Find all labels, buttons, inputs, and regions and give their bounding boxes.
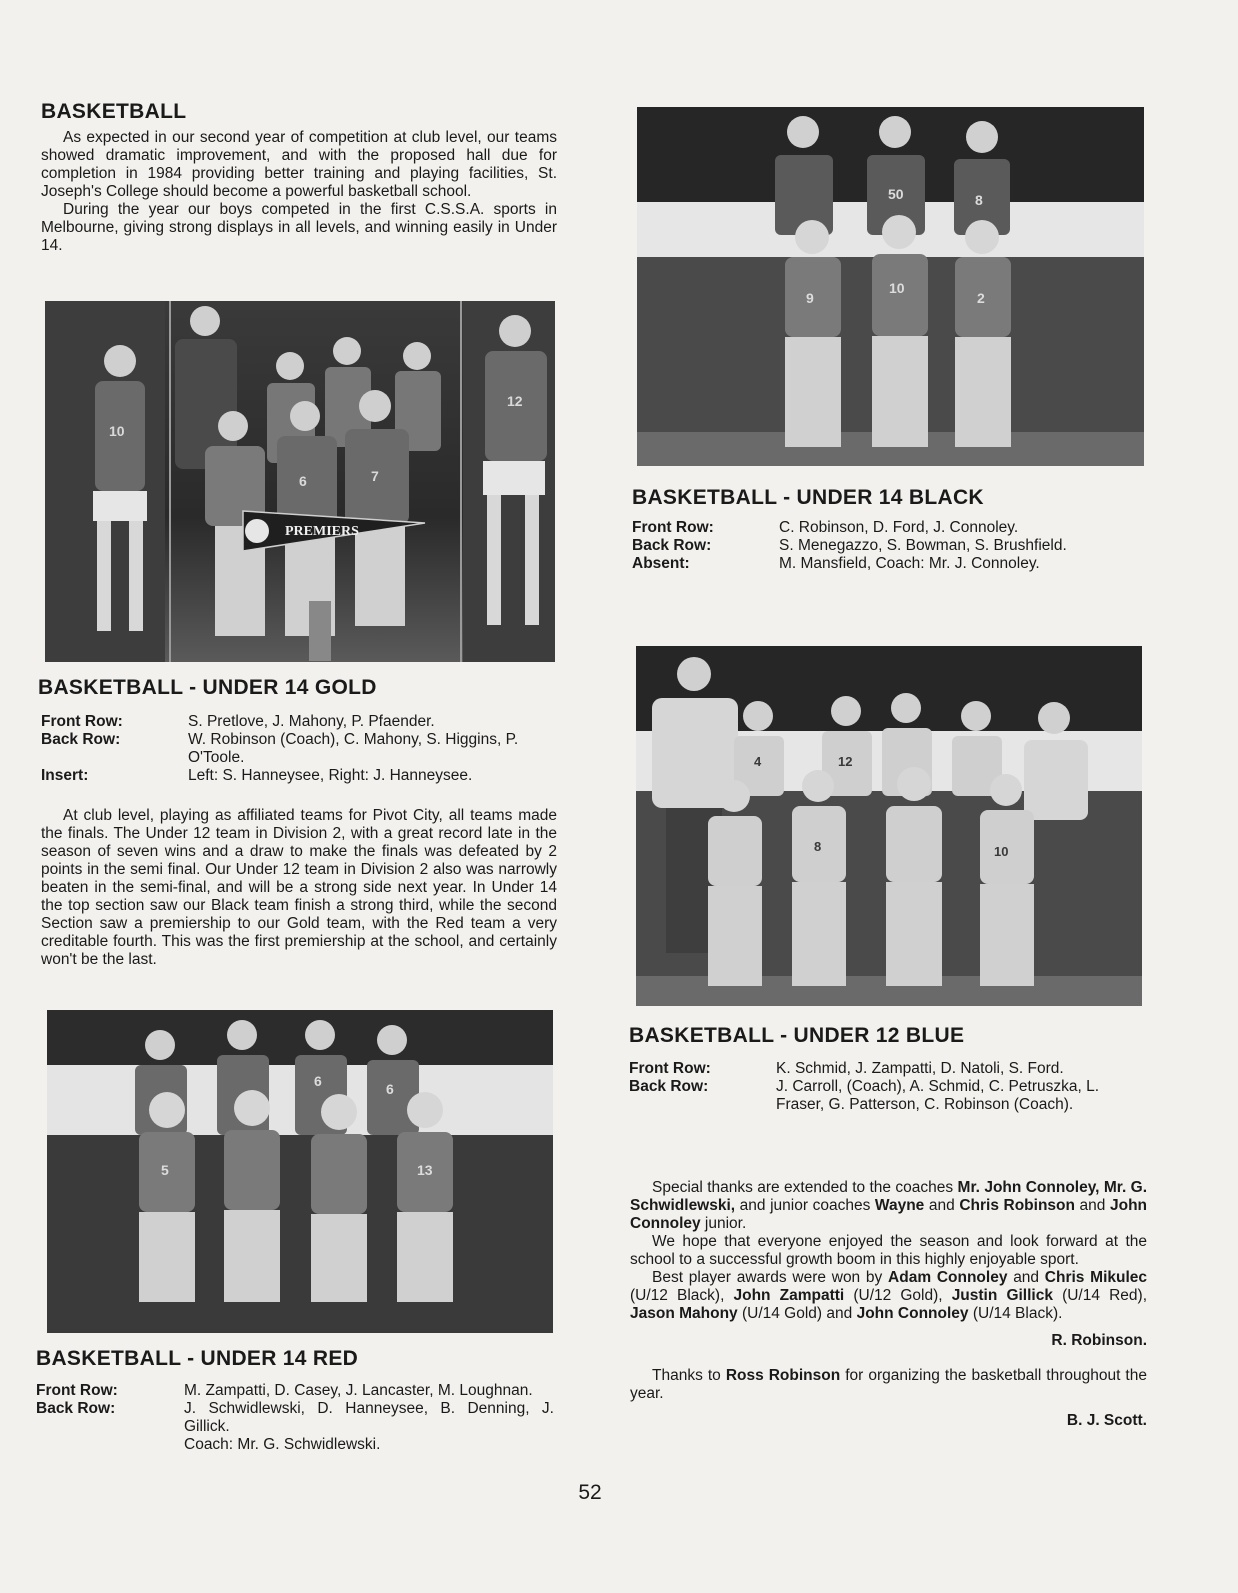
under-14-gold-caption <box>41 713 559 785</box>
caption-value: Left: S. Hanneysee, Right: J. Hanneysee. <box>188 767 473 784</box>
caption-label: Back Row: <box>36 1400 116 1417</box>
under-14-black-heading: BASKETBALL - UNDER 14 BLACK <box>632 486 984 509</box>
caption-value: M. Zampatti, D. Casey, J. Lancaster, M. Loughnan. <box>184 1382 533 1399</box>
caption-row-front <box>41 713 559 731</box>
jersey-number: 10 <box>109 423 125 439</box>
page-number: 52 <box>578 1481 602 1504</box>
under-14-black-photo <box>637 107 1144 466</box>
jersey-number: 13 <box>417 1162 433 1178</box>
intro-para-2: During the year our boys competed in the first C.S.S.A. sports in Melbourne, giving strong displays in all levels, and winning easily in Under 14. <box>41 201 557 254</box>
caption-row-back <box>629 1078 1147 1114</box>
caption-row-absent <box>632 555 1146 573</box>
caption-label: Absent: <box>632 555 690 572</box>
pennant-text: PREMIERS <box>285 524 359 539</box>
jersey-number: 7 <box>371 468 379 484</box>
jersey-number: 12 <box>507 393 523 409</box>
thanks-para-3: Best player awards were won by Adam Connoley and Chris Mikulec (U/12 Black), John Zampatti (U/12 Gold), Justin Gillick (U/14 Red), Jason Mahony (U/14 Gold) and John Connoley (U/14 Black). <box>630 1269 1148 1322</box>
caption-row-back <box>41 731 559 767</box>
caption-value: W. Robinson (Coach), C. Mahony, S. Higgins, P. O'Toole. <box>188 731 519 766</box>
intro-para-1: As expected in our second year of competition at club level, our teams showed dramatic improvement, and with the proposed hall due for completion in 1984 providing better training and playing facilities, St. Joseph's College should become a powerful basketball school. <box>41 129 557 200</box>
jersey-number: 4 <box>754 754 762 769</box>
under-14-red-caption <box>36 1382 554 1454</box>
caption-row-front <box>36 1382 554 1400</box>
jersey-number: 6 <box>386 1081 394 1097</box>
under-14-red-heading: BASKETBALL - UNDER 14 RED <box>36 1347 359 1370</box>
under-14-red-photo <box>47 1010 553 1333</box>
jersey-number: 5 <box>161 1162 169 1178</box>
intro-heading: BASKETBALL <box>41 100 187 123</box>
caption-value: K. Schmid, J. Zampatti, D. Natoli, S. Ford. <box>776 1060 1064 1077</box>
jersey-number: 2 <box>977 290 985 306</box>
caption-value: S. Pretlove, J. Mahony, P. Pfaender. <box>188 713 435 730</box>
caption-value: S. Menegazzo, S. Bowman, S. Brushfield. <box>779 537 1067 554</box>
caption-value: M. Mansfield, Coach: Mr. J. Connoley. <box>779 555 1040 572</box>
caption-row-back <box>632 537 1146 555</box>
jersey-number: 10 <box>889 280 905 296</box>
jersey-number: 6 <box>299 473 307 489</box>
under-12-blue-photo <box>636 646 1142 1006</box>
caption-label: Back Row: <box>632 537 712 554</box>
jersey-number: 10 <box>994 844 1009 859</box>
intro-text <box>41 129 557 255</box>
thanks-para-4: Thanks to Ross Robinson for organizing the basketball throughout the year. <box>630 1367 1147 1402</box>
under-12-blue-heading: BASKETBALL - UNDER 12 BLUE <box>629 1024 965 1047</box>
jersey-number: 8 <box>814 839 822 854</box>
under-14-gold-heading: BASKETBALL - UNDER 14 GOLD <box>38 676 377 699</box>
caption-label: Front Row: <box>36 1382 118 1399</box>
caption-label: Back Row: <box>629 1078 709 1095</box>
jersey-number: 12 <box>838 754 853 769</box>
caption-value: J. Carroll, (Coach), A. Schmid, C. Petruszka, L. Fraser, G. Patterson, C. Robinson (Coach). <box>776 1078 1100 1113</box>
caption-label: Insert: <box>41 767 89 784</box>
jersey-number: 6 <box>314 1073 322 1089</box>
jersey-number: 9 <box>806 290 814 306</box>
jersey-number: 8 <box>975 192 983 208</box>
caption-label: Front Row: <box>632 519 714 536</box>
under-12-blue-caption <box>629 1060 1147 1114</box>
under-14-black-caption <box>632 519 1146 573</box>
caption-label: Back Row: <box>41 731 121 748</box>
thanks-para-2: We hope that everyone enjoyed the season and look forward at the school to a successful growth boom in this highly enjoyable sport. <box>630 1233 1147 1268</box>
caption-row-coach <box>36 1436 554 1454</box>
jersey-number: 50 <box>888 186 904 202</box>
caption-row-insert <box>41 767 559 785</box>
caption-label: Front Row: <box>41 713 123 730</box>
caption-value: Coach: Mr. G. Schwidlewski. <box>184 1436 381 1453</box>
club-level-para: At club level, playing as affiliated teams for Pivot City, all teams made the finals. The Under 12 team in Division 2, with a great record late in the season of seven wins and a draw to make the finals was defeated by 2 points in the semi final. Our Under 12 team in Division 2 also was narrowly beaten in the semi-final, and will be a strong side next year. In Under 14 the top section saw our Black team finish a strong third, while the second Section saw a premiership to our Gold team, with the Red team a very creditable fourth. This was the first premiership at the school, and certainly won't be the last. <box>41 807 557 968</box>
under-14-gold-photo <box>45 301 555 662</box>
thanks-section <box>630 1179 1147 1430</box>
caption-row-front <box>629 1060 1147 1078</box>
caption-label: Front Row: <box>629 1060 711 1077</box>
thanks-para-1: Special thanks are extended to the coaches Mr. John Connoley, Mr. G. Schwidlewski, and junior coaches Wayne and Chris Robinson and John Connoley junior. <box>630 1179 1148 1232</box>
caption-value: C. Robinson, D. Ford, J. Connoley. <box>779 519 1019 536</box>
caption-value: J. Schwidlewski, D. Hanneysee, B. Denning, J. Gillick. <box>184 1400 554 1435</box>
caption-row-front <box>632 519 1146 537</box>
caption-row-back <box>36 1400 554 1436</box>
signature-b-j-scott: B. J. Scott. <box>1066 1412 1147 1429</box>
club-level-text <box>41 807 557 969</box>
signature-r-robinson: R. Robinson. <box>1051 1332 1147 1349</box>
